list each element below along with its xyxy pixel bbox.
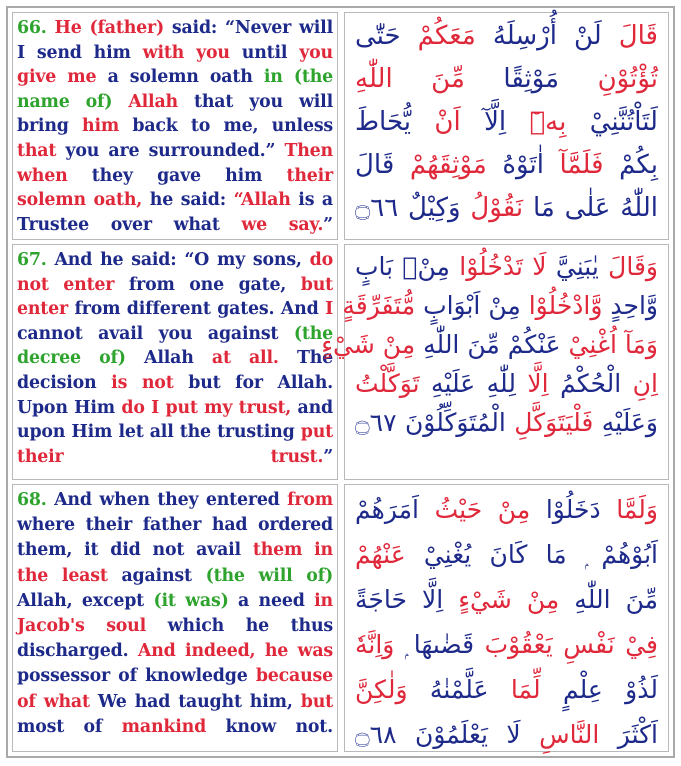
arabic-word: وَكِيْلٌ (408, 193, 461, 223)
translation-segment: and upon Him let all the trusting (17, 397, 334, 443)
arabic-word: يُّحَاطَ (355, 107, 411, 137)
translation-segment: against (107, 565, 206, 586)
arabic-word: تَوَكَّلْتُ (355, 369, 420, 398)
translation-segment: know not. (206, 716, 333, 737)
arabic-word: لَا يَعْلَمُوْنَ (414, 720, 521, 749)
arabic-word: فِيْ نَفْسِ (552, 630, 658, 659)
arabic-word: وَّادْخُلُوْا (520, 291, 603, 320)
translation-segment: they gave him (67, 165, 287, 186)
translation-segment: And when they entered (46, 490, 288, 510)
translation-segment: (father) (89, 18, 165, 38)
arabic-line (355, 247, 658, 286)
translation-segment: a need (228, 590, 315, 611)
translation-segment: put their trust. (17, 422, 333, 467)
arabic-word: ۭ مَا كَانَ (471, 540, 585, 569)
arabic-word: اَمَرَهُمْ (355, 495, 419, 524)
arabic-line (342, 286, 658, 325)
translation-segment: 67. (17, 250, 47, 270)
arabic-word: اِلَّا (515, 369, 549, 398)
translation-segment: is a Trustee over what (17, 190, 333, 235)
arabic-word: فَلَمَّآ (543, 150, 604, 180)
arabic-word: اِلَّا حَاجَةً (355, 585, 444, 614)
arabic-line (321, 325, 658, 364)
english-translation-text (17, 16, 333, 237)
translation-segment: I (325, 299, 333, 320)
verse-row-66 (12, 12, 669, 240)
arabic-word: ۝٦٦ (355, 193, 409, 223)
arabic-line (355, 712, 658, 757)
arabic-line (355, 532, 658, 577)
arabic-word: قَضٰىهَا (404, 630, 475, 659)
arabic-word: النَّاسِ (520, 720, 600, 749)
arabic-word: مِنْۢ بَابٍ (355, 252, 450, 281)
translation-segment: we say. (241, 214, 324, 235)
translation-segment: until (229, 42, 300, 63)
arabic-word: مِّنَ اللّٰهِ (355, 64, 465, 94)
translation-segment: He (54, 18, 90, 38)
translation-segment: most of (17, 716, 122, 737)
arabic-word: مِنْ اَبْوَابٍ (415, 291, 521, 320)
arabic-line (355, 187, 658, 230)
translation-segment: but (300, 691, 334, 712)
english-translation-cell (12, 12, 338, 240)
arabic-word: لِلّٰهِ (475, 369, 516, 398)
arabic-text-cell (344, 12, 669, 240)
arabic-word: اِنِ (621, 369, 658, 398)
arabic-word: دَخَلُوْا (530, 495, 601, 524)
translation-segment: with you (142, 42, 230, 63)
translation-segment: We had taught him, (89, 691, 301, 712)
translation-segment: in Jacob's soul (17, 590, 333, 637)
arabic-word: مِّنَ اللّٰهِ (559, 585, 659, 614)
translation-segment: he said: (142, 190, 234, 211)
translation-segment: their solemn oath, (17, 165, 333, 211)
arabic-word: مِنْ شَيْءٍ (321, 330, 416, 359)
translation-segment (112, 92, 128, 112)
translation-segment: (the decree of) (17, 323, 333, 369)
arabic-word: ۝٦٧ (355, 408, 405, 437)
verse-table (6, 6, 675, 758)
translation-segment: from one gate, (114, 274, 301, 295)
arabic-word: حَتّٰى (355, 21, 401, 51)
translation-segment: (the will of) (205, 565, 333, 586)
arabic-word: ۝٦٨ (355, 720, 415, 749)
arabic-word: عَنْكُمْ (499, 330, 561, 359)
arabic-word: اَنْ (411, 107, 461, 137)
translation-segment: 68. (17, 490, 47, 510)
translation-segment: that you will bring (17, 91, 333, 137)
translation-segment: but for Allah. Upon Him (17, 372, 333, 418)
english-translation-cell (12, 484, 338, 752)
arabic-line (355, 144, 658, 187)
arabic-text-cell (321, 244, 669, 480)
translation-segment: And he said: “O my sons, (46, 250, 310, 270)
arabic-word: قَالَ (355, 150, 395, 180)
arabic-word: وَمَآ اُغْنِيْ (560, 330, 658, 359)
arabic-line (355, 364, 658, 403)
arabic-word: مِّنَ اللّٰهِ (415, 330, 500, 359)
translation-segment: from (287, 490, 333, 510)
arabic-word: عَلَّمْنٰهُ (407, 675, 489, 704)
translation-segment: ” (323, 446, 333, 467)
arabic-word: وَقَالَ (598, 252, 658, 281)
arabic-word: لَنْ أُرْسِلَهُ (475, 21, 602, 51)
translation-segment: Then when (17, 140, 333, 186)
arabic-word: وَلٰكِنَّ (355, 675, 408, 704)
arabic-line (355, 403, 658, 442)
translation-segment: 66. (17, 18, 55, 38)
verse-row-68 (12, 484, 669, 752)
arabic-line (355, 15, 658, 58)
arabic-word: مَوْثِقَهُمْ (394, 150, 487, 180)
translation-segment: do not enter (17, 250, 333, 295)
arabic-word: لِّمَا (488, 675, 541, 704)
translation-segment: ” (323, 214, 333, 235)
translation-segment: Allah (125, 348, 212, 369)
arabic-word: لَا تَدْخُلُوْا (449, 252, 547, 281)
english-translation-text (17, 488, 333, 740)
translation-segment: because of what (17, 666, 333, 712)
translation-segment: that (17, 140, 57, 161)
arabic-word: مُّتَفَرِّقَةٍ (342, 291, 416, 320)
arabic-word: وَعَلَيْهِ (593, 408, 658, 437)
arabic-word: ۭ وَاِنَّهٗ (355, 630, 405, 659)
translation-segment: him (82, 116, 120, 137)
arabic-word: مَوْثِقًا (464, 64, 560, 94)
arabic-word: الْحُكْمُ (548, 369, 622, 398)
translation-segment: at all. (211, 348, 279, 369)
english-translation-cell (12, 244, 338, 480)
translation-segment: cannot avail you against (17, 323, 294, 344)
arabic-word: مِنْ شَيْءٍ (443, 585, 560, 614)
translation-segment: Allah, except (17, 590, 154, 611)
translation-segment: in the least (17, 540, 333, 586)
translation-segment: which he thus discharged. (17, 616, 333, 662)
arabic-word: عَلَيْهِ (419, 369, 476, 398)
arabic-word: اَبُوْهُمْ (584, 540, 658, 569)
english-translation-text (17, 248, 333, 469)
arabic-word: يُغْنِيْ (405, 540, 472, 569)
arabic-word: وَّاحِدٍ (602, 291, 658, 320)
translation-segment: “Allah (233, 190, 291, 211)
arabic-word: مِنْ حَيْثُ (418, 495, 531, 524)
translation-segment: possessor of knowledge (17, 666, 256, 687)
arabic-word: الْمُتَوَكِّلُوْنَ (404, 408, 506, 437)
arabic-word: اَكْثَرَ (599, 720, 658, 749)
translation-segment (302, 540, 314, 560)
arabic-word: يَعْقُوْبَ (474, 630, 553, 659)
arabic-word: نَقُوْلُ (460, 193, 524, 223)
arabic-word: عَلٰى مَا (523, 193, 611, 223)
arabic-word: اللّٰهُ (610, 193, 659, 223)
translation-segment: a solemn oath (96, 67, 264, 88)
arabic-line (355, 58, 658, 101)
arabic-line (355, 622, 658, 667)
translation-segment: do I put my trust, (121, 397, 292, 418)
translation-segment: but enter (17, 274, 333, 320)
arabic-word: لَتَاْتُنَّنِيْ (566, 107, 658, 137)
arabic-line (355, 487, 658, 532)
arabic-word: بِكُمْ (603, 150, 658, 180)
translation-segment: you give me (17, 42, 333, 88)
arabic-word: اِلَّآ (460, 107, 507, 137)
translation-segment: them (252, 540, 303, 561)
verse-row-67 (12, 244, 669, 480)
arabic-word: اٰتَوْهُ (486, 150, 544, 180)
arabic-text-cell (344, 484, 669, 752)
translation-segment: you are surrounded.” (56, 140, 285, 161)
arabic-word: فَلْيَتَوَكَّلِ (505, 408, 594, 437)
translation-segment: in (the name of) (17, 67, 334, 112)
arabic-word: مَعَكُمْ (400, 21, 476, 51)
arabic-word: قَالَ (601, 21, 658, 51)
translation-segment: is not (111, 372, 174, 393)
arabic-line (355, 101, 658, 144)
arabic-word: لَذُوْ عِلْمٍ (540, 675, 658, 704)
translation-segment: Allah (128, 91, 178, 112)
arabic-word: عَنْهُمْ (355, 540, 406, 569)
translation-segment: said: (164, 18, 226, 38)
arabic-word: تُؤْتُوْنِ (559, 64, 658, 94)
translation-segment: from different gates. And (67, 299, 326, 320)
arabic-line (355, 577, 658, 622)
translation-segment: back to me, unless (119, 116, 333, 137)
translation-segment: The decision (17, 348, 333, 393)
arabic-word: وَلَمَّا (600, 495, 658, 524)
translation-segment: where their father had ordered them, it did not avail (17, 515, 333, 561)
translation-segment: mankind (121, 716, 207, 737)
translation-segment: “Never will I send him (17, 18, 333, 63)
arabic-word: يٰبَنِيَّ (546, 252, 599, 281)
translation-segment: And indeed, he was (137, 641, 333, 662)
arabic-line (355, 667, 658, 712)
translation-segment: (it was) (153, 590, 229, 611)
arabic-word: بِهٖٓ (506, 107, 567, 137)
